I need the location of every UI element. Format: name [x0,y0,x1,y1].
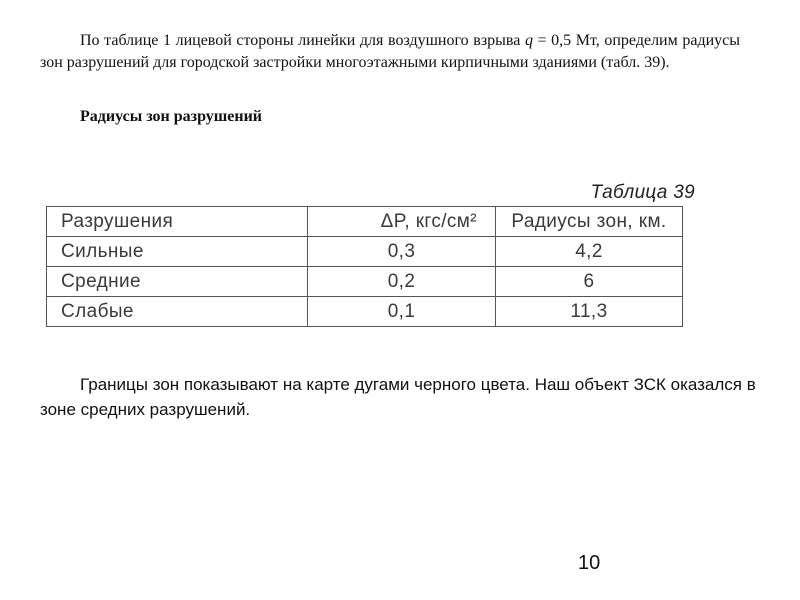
conclusion-text: Границы зон показывают на карте дугами черного цвета. Наш объект ЗСК оказался в зоне средних разрушений. [40,375,756,419]
cell-pressure: 0,1 [308,297,496,327]
section-heading: Радиусы зон разрушений [80,108,263,125]
page-number: 10 [578,552,601,574]
table-caption: Таблица 39 [590,182,695,203]
header-pressure: ΔP, кгс/см² [308,207,496,237]
destruction-zones-table [46,206,683,327]
table-row [47,297,683,327]
header-radius: Радиусы зон, км. [496,207,683,237]
cell-radius: 6 [496,267,683,297]
cell-destruction: Сильные [47,237,308,267]
table-row [47,267,683,297]
intro-paragraph [40,30,740,74]
cell-destruction: Средние [47,267,308,297]
q-symbol: q [524,32,533,49]
intro-text-part1: По таблице 1 лицевой стороны линейки для воздушного взрыва [80,32,525,49]
cell-pressure: 0,2 [308,267,496,297]
header-destruction: Разрушения [47,207,308,237]
table-row [47,237,683,267]
cell-destruction: Слабые [47,297,308,327]
table-header-row [47,207,683,237]
conclusion-paragraph [40,372,760,422]
intro-text [40,30,740,74]
intro-text-part2: = 0,5 Мт, определим радиусы зон разрушений для городской застройки многоэтажными кирпичными зданиями (табл. 39). [40,32,740,71]
cell-radius: 11,3 [496,297,683,327]
cell-pressure: 0,3 [308,237,496,267]
cell-radius: 4,2 [496,237,683,267]
